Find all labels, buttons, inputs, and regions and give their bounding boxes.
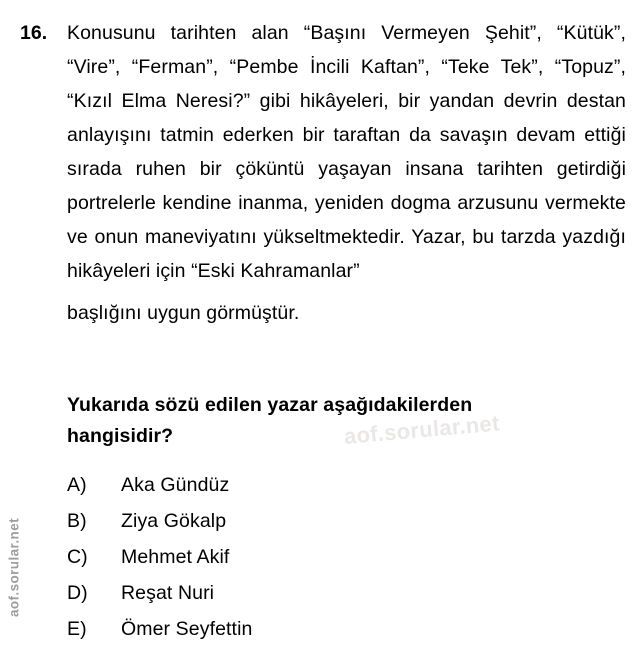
question-prompt-line-1: Yukarıda sözü edilen yazar aşağıdakilerden — [67, 394, 473, 416]
answer-option-e-letter: E) — [67, 618, 87, 640]
answer-option-d-letter: D) — [67, 582, 88, 604]
question-number: 16. — [20, 22, 48, 44]
answer-option-e-text: Ömer Seyfettin — [121, 618, 253, 640]
question-stem-tail: başlığını uygun görmüştür. — [67, 302, 300, 324]
question-row — [20, 16, 626, 330]
answer-option-b-letter: B) — [67, 510, 87, 532]
answer-option-a[interactable] — [67, 467, 567, 503]
answer-option-c[interactable] — [67, 539, 567, 575]
center-watermark: aof.sorular.net — [342, 410, 501, 449]
answer-option-a-letter: A) — [67, 474, 87, 496]
question-prompt-line-2: hangisidir? — [67, 425, 174, 447]
answer-option-b-text: Ziya Gökalp — [121, 510, 227, 532]
answer-options-list — [67, 467, 567, 647]
question-body — [67, 16, 626, 330]
answer-option-d[interactable] — [67, 575, 567, 611]
question-prompt — [67, 390, 626, 452]
answer-option-c-text: Mehmet Akif — [121, 546, 230, 568]
answer-option-b[interactable] — [67, 503, 567, 539]
answer-option-c-letter: C) — [67, 546, 88, 568]
answer-option-d-text: Reşat Nuri — [121, 582, 215, 604]
side-watermark: aof.sorular.net — [6, 517, 22, 618]
answer-option-e[interactable] — [67, 611, 567, 647]
question-stem-paragraph: Konusunu tarihten alan “Başını Vermeyen Şehit”, “Kütük”, “Vire”, “Ferman”, “Pembe İncili Kaftan”, “Teke Tek”, “Topuz”, “Kızıl Elma Neresi?” gibi hikâyeleri, bir yandan devrin destan anlayışını tatmin ederken bir taraftan da savaşın devam ettiği sırada ruhen bir çöküntü yaşayan insana tarihten getirdiği portrelerle kendine inanma, yeniden dogma arzusunu vermekte ve onun maneviyatını yükseltmektedir. Yazar, bu tarzda yazdığı hikâyeleri için “Eski Kahramanlar” — [67, 22, 626, 282]
answer-option-a-text: Aka Gündüz — [121, 474, 230, 496]
